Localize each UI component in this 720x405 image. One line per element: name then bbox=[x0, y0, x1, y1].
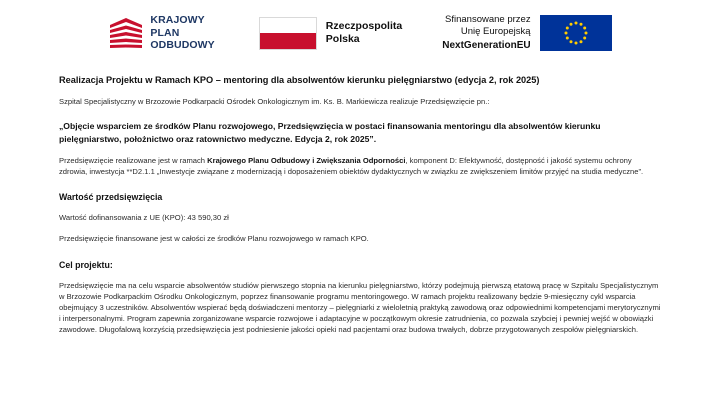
kpo-word-line-3: ODBUDOWY bbox=[150, 39, 215, 52]
section-heading-value: Wartość przedsięwzięcia bbox=[59, 191, 163, 202]
poland-wordmark bbox=[326, 20, 402, 46]
project-name-quote: „Objęcie wsparciem ze środków Planu rozwojowego, Przedsięwzięcia w postaci finansowania mentoringu dla absolwentów kierunku pielęgniarstwo, położnictwo oraz ratownictwo medyczne. Edycja 2, rok 2025”. bbox=[59, 121, 601, 144]
goal-paragraph: Przedsięwzięcie ma na celu wsparcie absolwentów studiów pierwszego stopnia na kierunku pielęgniarstwo, którzy podejmują pierwszą etatową pracę w Szpitalu Specjalistycznym w Brzozowie Podkarpackim Ośrodku Onkologicznym, poprzez finansowanie programu mentoringowego. W ramach projektu realizowany będzie 9-miesięczny cykl wsparcia obejmujący 3 uczestników. Absolwentów wspierać będą doświadczeni mentorzy – pielęgniarki z wieloletnią praktyką zawodową oraz odpowiednimi kompetencjami merytorycznymi i interpersonalnymi. Program zapewnia zorganizowane wsparcie rozwojowe i adaptacyjne w początkowym okresie zatrudnienia, co pozwala szybciej i pewniej wejść w obowiązki zawodowe. Długofalową korzyścią przedsięwzięcia jest podniesienie jakości opieki nad pacjentami oraz budowa trwałych, dobrze przygotowanych zespołów pielęgniarskich. bbox=[59, 280, 661, 334]
document-body bbox=[0, 74, 720, 335]
kpo-word-line-1: KRAJOWY bbox=[150, 14, 205, 27]
poland-word-line-1: Rzeczpospolita bbox=[325, 19, 403, 32]
kpo-word-line-2: PLAN bbox=[150, 26, 180, 39]
poland-logo bbox=[259, 17, 402, 50]
kpo-building-icon bbox=[108, 16, 144, 50]
poland-flag-white-band bbox=[260, 18, 316, 34]
eu-word-line-1: Sfinansowane przez bbox=[445, 13, 531, 25]
funding-source-line: Przedsięwzięcie finansowane jest w całości ze środków Planu rozwojowego w ramach KPO. bbox=[59, 233, 369, 243]
framework-part-2: , komponent D: Efektywność, dostępność i jakość systemu ochrony zdrowia, inwestycja **D2.1.1 „Inwestycje związane z modernizacją i doposażeniem obiektów dydaktycznych w związku ze zwiększeniem limitów przyjęć na studia medyczne”. bbox=[59, 155, 644, 176]
eu-funding-logo bbox=[442, 14, 611, 53]
eu-word-line-2: Unię Europejską bbox=[460, 26, 531, 38]
poland-flag-icon bbox=[259, 17, 317, 50]
logo-header-strip bbox=[0, 0, 720, 62]
intro-paragraph: Szpital Specjalistyczny w Brzozowie Podkarpacki Ośrodek Onkologicznym im. Ks. B. Markiewicza realizuje Przedsięwzięcie pn.: bbox=[59, 97, 490, 107]
section-heading-goal: Cel projektu: bbox=[59, 259, 113, 270]
kpo-wordmark bbox=[150, 14, 214, 51]
page-title: Realizacja Projektu w Ramach KPO – mentoring dla absolwentów kierunku pielęgniarstwo (edycja 2, rok 2025) bbox=[59, 75, 540, 85]
eu-wordmark bbox=[442, 14, 530, 53]
funding-amount-line: Wartość dofinansowania z UE (KPO): 43 590,30 zł bbox=[59, 212, 229, 222]
poland-flag-red-band bbox=[260, 33, 316, 49]
eu-flag-icon bbox=[540, 15, 612, 51]
poland-word-line-2: Polska bbox=[325, 33, 360, 45]
framework-bold-name: Krajowego Planu Odbudowy i Zwiększania Odporności bbox=[207, 155, 406, 165]
kpo-logo bbox=[108, 14, 214, 51]
framework-part-1: Przedsięwzięcie realizowane jest w ramach bbox=[59, 155, 208, 165]
framework-paragraph bbox=[59, 155, 662, 177]
eu-word-line-3: NextGenerationEU bbox=[442, 39, 531, 51]
